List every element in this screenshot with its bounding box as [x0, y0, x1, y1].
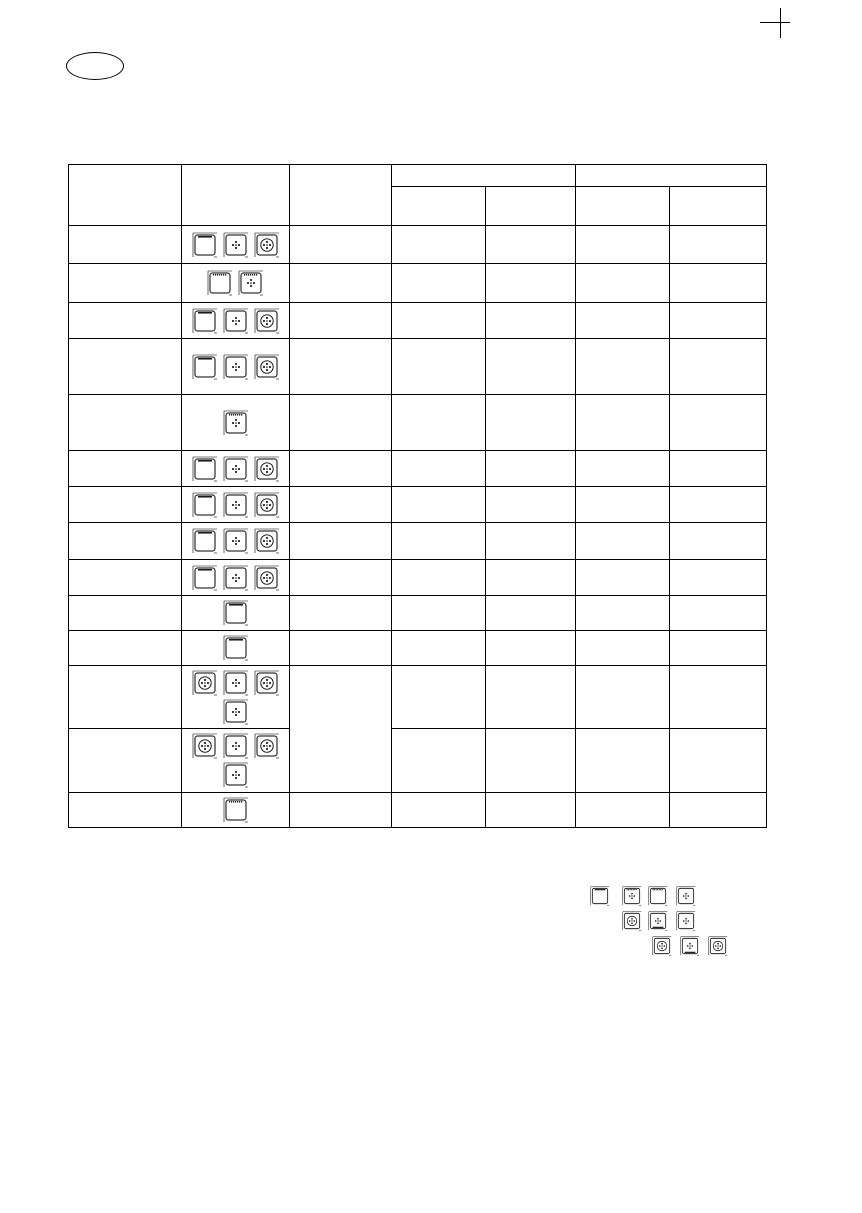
row-cell — [670, 487, 767, 523]
fan-icon — [223, 762, 249, 788]
row-cell — [670, 451, 767, 487]
row-cell — [670, 666, 767, 729]
row-cell — [392, 560, 486, 596]
table-row — [69, 451, 767, 487]
row-cell — [670, 303, 767, 339]
header-sub-1b — [486, 187, 576, 226]
header-group-2 — [576, 165, 767, 187]
row-cell — [576, 729, 670, 793]
table-row — [69, 226, 767, 264]
table-row — [69, 487, 767, 523]
row-cell — [576, 451, 670, 487]
row-label — [69, 451, 182, 487]
row-cell — [486, 339, 576, 395]
row-cell — [486, 666, 576, 729]
row-cell — [576, 596, 670, 631]
row-cell — [576, 631, 670, 666]
grill-icon — [207, 270, 233, 296]
table-row — [69, 729, 767, 793]
table-row — [69, 339, 767, 395]
fan-icon — [223, 492, 249, 518]
table-row — [69, 793, 767, 828]
crop-mark-vertical — [780, 8, 781, 38]
row-function-icons — [182, 596, 290, 631]
row-cell — [576, 793, 670, 828]
row-cell — [392, 631, 486, 666]
header-row-1 — [69, 165, 767, 187]
row-function-icons — [182, 560, 290, 596]
crop-mark-horizontal — [760, 22, 790, 23]
row-cell — [290, 793, 392, 828]
row-cell — [576, 395, 670, 451]
row-cell — [670, 560, 767, 596]
row-label — [69, 395, 182, 451]
row-cell — [670, 523, 767, 560]
table-row — [69, 666, 767, 729]
row-cell — [392, 666, 486, 729]
row-cell — [486, 631, 576, 666]
row-label — [69, 303, 182, 339]
top-bottom-icon — [192, 492, 218, 518]
ring-fan-icon — [192, 670, 218, 696]
row-cell — [392, 451, 486, 487]
ring-fan-icon — [254, 232, 280, 258]
fan-icon — [223, 354, 249, 380]
cooking-table — [68, 164, 767, 828]
row-cell — [290, 451, 392, 487]
fan-icon — [676, 911, 696, 931]
ring-fan-icon — [254, 354, 280, 380]
row-function-icons — [182, 729, 290, 793]
header-group-1 — [392, 165, 576, 187]
table-row — [69, 303, 767, 339]
top-bottom-icon — [192, 354, 218, 380]
language-badge — [66, 52, 124, 80]
grill-fan-icon — [238, 270, 264, 296]
top-bottom-icon — [223, 600, 249, 626]
row-cell — [392, 303, 486, 339]
row-cell — [290, 666, 392, 793]
row-label — [69, 264, 182, 303]
row-function-icons — [182, 487, 290, 523]
grill-fan-icon — [622, 886, 642, 906]
fan-icon — [223, 670, 249, 696]
row-cell — [486, 303, 576, 339]
ring-fan-icon — [652, 936, 672, 956]
bottom-fan-icon — [680, 936, 700, 956]
symbol-legend — [590, 886, 740, 956]
fan-icon — [223, 699, 249, 725]
table-row — [69, 631, 767, 666]
row-function-icons — [182, 631, 290, 666]
row-cell — [670, 729, 767, 793]
row-function-icons — [182, 226, 290, 264]
row-label — [69, 560, 182, 596]
row-cell — [486, 596, 576, 631]
row-cell — [486, 451, 576, 487]
grill-fan-icon — [223, 410, 249, 436]
row-cell — [290, 395, 392, 451]
row-function-icons — [182, 523, 290, 560]
fan-icon — [223, 565, 249, 591]
row-cell — [290, 560, 392, 596]
row-label — [69, 487, 182, 523]
fan-icon — [223, 733, 249, 759]
row-function-icons — [182, 793, 290, 828]
row-cell — [486, 729, 576, 793]
row-cell — [670, 631, 767, 666]
row-cell — [392, 339, 486, 395]
header-col-1 — [69, 165, 182, 226]
row-cell — [290, 303, 392, 339]
row-function-icons — [182, 264, 290, 303]
row-cell — [486, 395, 576, 451]
row-function-icons — [182, 666, 290, 729]
ring-fan-icon — [622, 911, 642, 931]
row-cell — [290, 339, 392, 395]
ring-fan-icon — [192, 733, 218, 759]
row-cell — [290, 596, 392, 631]
fan-icon — [676, 886, 696, 906]
header-col-2 — [182, 165, 290, 226]
row-cell — [486, 793, 576, 828]
ring-fan-icon — [254, 308, 280, 334]
row-cell — [290, 631, 392, 666]
row-cell — [392, 487, 486, 523]
row-cell — [670, 226, 767, 264]
fan-icon — [223, 528, 249, 554]
grill-icon — [223, 797, 249, 823]
row-cell — [290, 264, 392, 303]
row-cell — [576, 560, 670, 596]
row-label — [69, 631, 182, 666]
ring-fan-icon — [254, 670, 280, 696]
top-bottom-icon — [192, 308, 218, 334]
row-cell — [486, 523, 576, 560]
row-cell — [670, 596, 767, 631]
row-cell — [576, 487, 670, 523]
top-bottom-icon — [192, 232, 218, 258]
row-cell — [392, 793, 486, 828]
row-cell — [290, 226, 392, 264]
row-cell — [576, 523, 670, 560]
top-bottom-icon — [223, 635, 249, 661]
row-cell — [486, 487, 576, 523]
row-cell — [576, 226, 670, 264]
fan-icon — [223, 308, 249, 334]
row-cell — [392, 523, 486, 560]
table-row — [69, 395, 767, 451]
ring-fan-icon — [254, 492, 280, 518]
header-sub-1a — [392, 187, 486, 226]
row-cell — [670, 793, 767, 828]
row-label — [69, 226, 182, 264]
ring-fan-icon — [254, 456, 280, 482]
row-cell — [486, 226, 576, 264]
row-cell — [486, 264, 576, 303]
table-row — [69, 596, 767, 631]
row-function-icons — [182, 339, 290, 395]
bottom-fan-icon — [648, 911, 668, 931]
row-cell — [576, 339, 670, 395]
row-label — [69, 666, 182, 729]
ring-fan-icon — [254, 733, 280, 759]
top-bottom-icon — [192, 528, 218, 554]
row-cell — [392, 395, 486, 451]
row-function-icons — [182, 451, 290, 487]
row-label — [69, 793, 182, 828]
top-bottom-icon — [590, 886, 610, 906]
row-cell — [486, 560, 576, 596]
row-cell — [670, 339, 767, 395]
row-cell — [670, 395, 767, 451]
header-sub-2b — [670, 187, 767, 226]
row-cell — [576, 666, 670, 729]
row-cell — [290, 487, 392, 523]
fan-icon — [223, 232, 249, 258]
top-bottom-icon — [192, 456, 218, 482]
row-cell — [392, 226, 486, 264]
row-cell — [576, 303, 670, 339]
fan-icon — [223, 456, 249, 482]
top-bottom-icon — [192, 565, 218, 591]
ring-fan-icon — [254, 528, 280, 554]
row-label — [69, 729, 182, 793]
grill-icon — [648, 886, 668, 906]
table-row — [69, 560, 767, 596]
row-function-icons — [182, 303, 290, 339]
ring-fan-icon — [708, 936, 728, 956]
header-col-3 — [290, 165, 392, 226]
row-cell — [392, 596, 486, 631]
row-cell — [576, 264, 670, 303]
ring-fan-icon — [254, 565, 280, 591]
row-cell — [392, 729, 486, 793]
row-function-icons — [182, 395, 290, 451]
header-sub-2a — [576, 187, 670, 226]
row-label — [69, 596, 182, 631]
table-row — [69, 264, 767, 303]
row-cell — [392, 264, 486, 303]
row-cell — [290, 523, 392, 560]
row-cell — [670, 264, 767, 303]
row-label — [69, 523, 182, 560]
row-label — [69, 339, 182, 395]
table-row — [69, 523, 767, 560]
